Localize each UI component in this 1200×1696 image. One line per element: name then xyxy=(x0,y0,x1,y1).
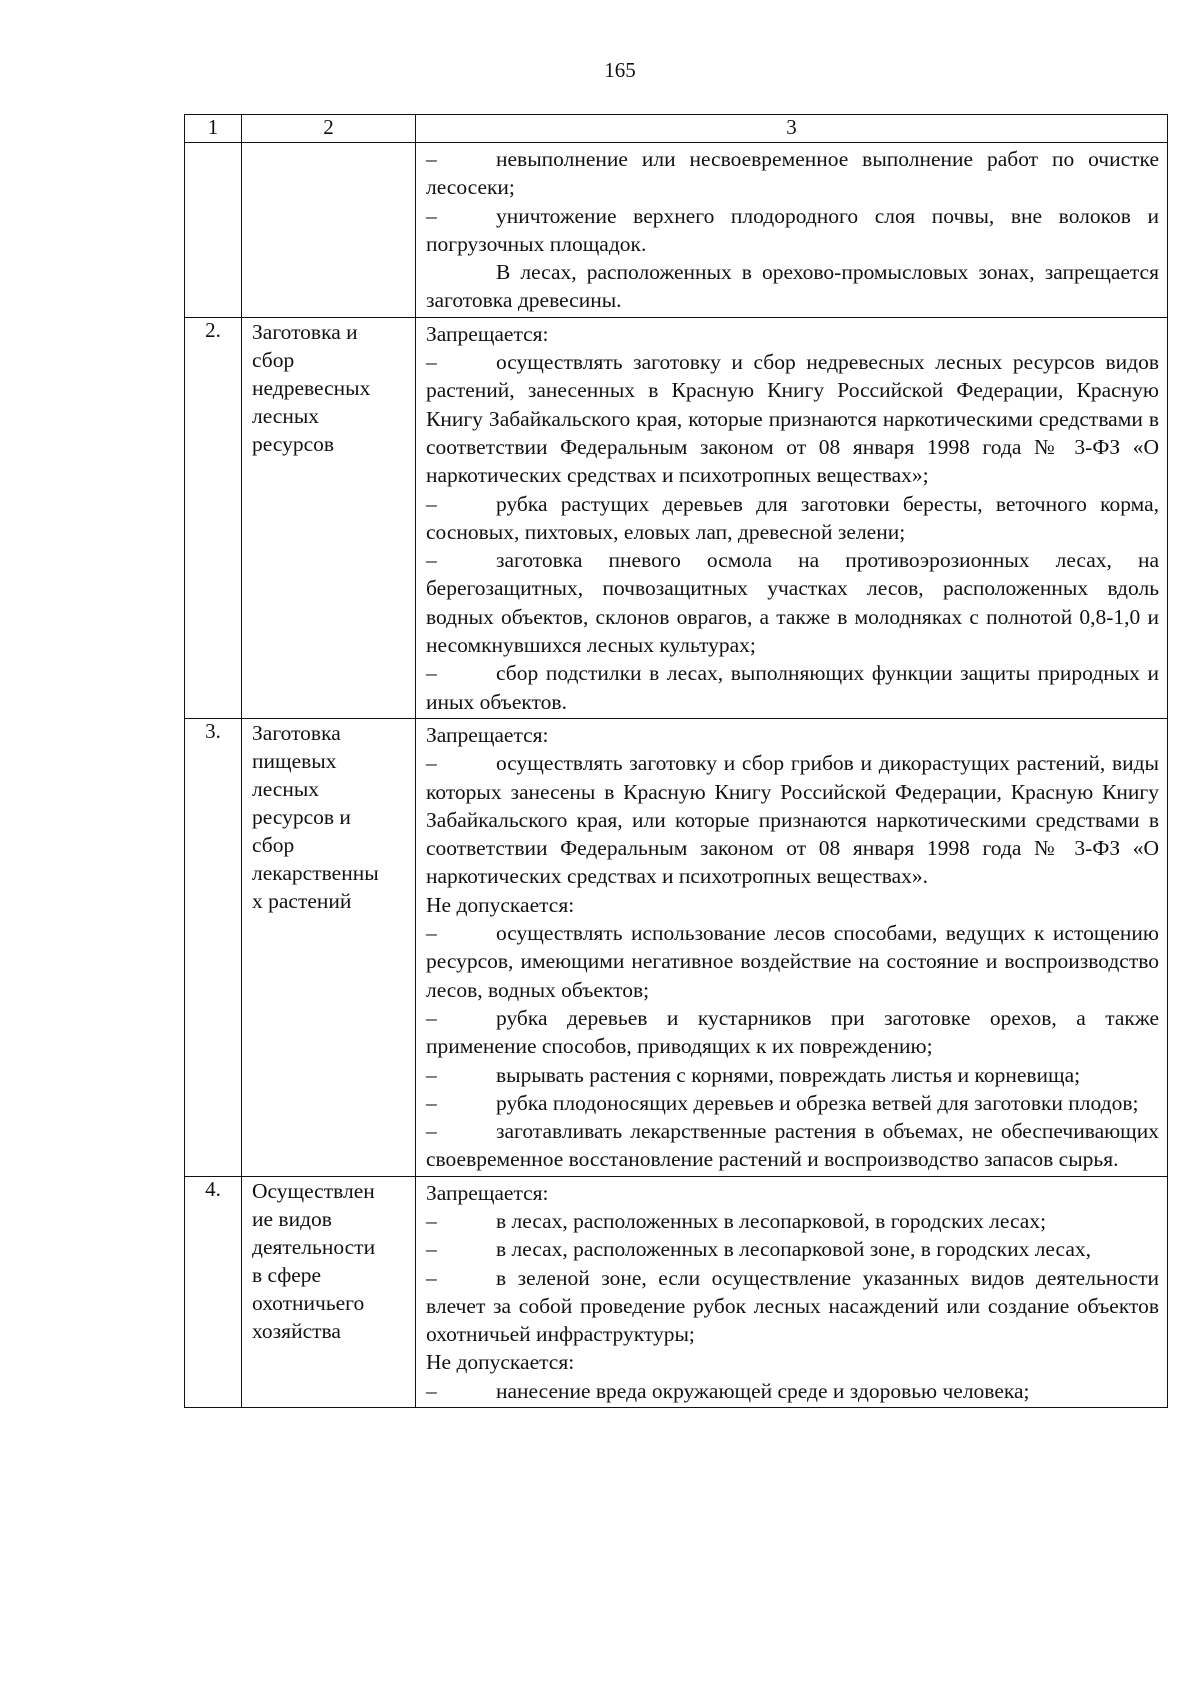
paragraph-text: сбор подстилки в лесах, выполняющих функции защиты природных и иных объектов. xyxy=(426,661,1159,714)
table-row xyxy=(185,143,1168,318)
column-header-1: 1 xyxy=(185,115,242,143)
page-number: 165 xyxy=(604,58,636,82)
activity-name-line: лекарственны xyxy=(252,860,379,885)
restriction-heading xyxy=(426,891,1159,919)
paragraph-text: осуществлять заготовку и сбор недревесных лесных ресурсов видов растений, занесенных в Красную Книгу Российской Федерации, Красную Книгу Забайкальского края, которые признаются наркотическими средствами в соответствии Федеральным законом от 08 января 1998 года № 3-ФЗ «О наркотических средствах и психотропных веществах»; xyxy=(426,350,1159,488)
activity-name-line: в сфере xyxy=(252,1262,322,1287)
paragraph-text: невыполнение или несвоевременное выполнение работ по очистке лесосеки; xyxy=(426,147,1159,200)
paragraph-text: Запрещается: xyxy=(426,1180,549,1205)
paragraph-text: рубка плодоносящих деревьев и обрезка ветвей для заготовки плодов; xyxy=(496,1090,1139,1115)
paragraph-text: вырывать растения с корнями, повреждать листья и корневища; xyxy=(496,1062,1081,1087)
paragraph-text: в зеленой зоне, если осуществление указанных видов деятельности влечет за собой проведение рубок лесных насаждений или создание объектов охотничьей инфраструктуры; xyxy=(426,1265,1159,1347)
paragraph-text: нанесение вреда окружающей среде и здоровью человека; xyxy=(496,1378,1030,1403)
activity-name-line: ие видов xyxy=(252,1206,332,1231)
restriction-item: – в зеленой зоне, если осуществление указанных видов деятельности влечет за собой проведение рубок лесных насаждений или создание объектов охотничьей инфраструктуры; xyxy=(426,1265,1159,1347)
row-number-cell xyxy=(185,143,242,318)
paragraph-text: в лесах, расположенных в лесопарковой, в городских лесах; xyxy=(496,1208,1047,1233)
activity-name-line: Заготовка и xyxy=(252,319,358,344)
activity-name-line: Осуществлен xyxy=(252,1178,375,1203)
paragraph-text: в лесах, расположенных в лесопарковой зоне, в городских лесах, xyxy=(496,1237,1091,1262)
activity-name-line: пищевых xyxy=(252,748,337,773)
restriction-item: – в лесах, расположенных в лесопарковой, в городских лесах; xyxy=(426,1208,1047,1233)
restriction-heading xyxy=(426,1179,1159,1207)
restriction-item: – вырывать растения с корнями, повреждать листья и корневища; xyxy=(426,1062,1081,1087)
restriction-note xyxy=(426,258,1159,315)
table-header-row xyxy=(185,115,1168,143)
table-row xyxy=(185,317,1168,718)
activity-name-cell xyxy=(242,317,416,718)
paragraph-text: осуществлять использование лесов способами, ведущих к истощению ресурсов, имеющими негативное воздействие на состояние и воспроизводство лесов, водных объектов; xyxy=(426,921,1159,1002)
activity-name-line: сбор xyxy=(252,347,295,372)
activity-name-line: деятельности xyxy=(252,1234,376,1259)
activity-name-line: лесных xyxy=(252,776,320,801)
activity-name-line: Заготовка xyxy=(252,720,341,745)
paragraph-text: В лесах, расположенных в орехово-промысловых зонах, запрещается заготовка древесины. xyxy=(426,260,1159,313)
table-row xyxy=(185,1176,1168,1407)
table-row xyxy=(185,718,1168,1176)
paragraph-text: Не допускается: xyxy=(426,892,575,917)
restrictions-cell xyxy=(416,317,1168,718)
paragraph-text: уничтожение верхнего плодородного слоя почвы, вне волоков и погрузочных площадок. xyxy=(426,203,1159,256)
activity-name-cell xyxy=(242,718,416,1176)
restrictions-cell xyxy=(416,1176,1168,1407)
paragraph-text: Запрещается: xyxy=(426,321,549,346)
restriction-heading xyxy=(426,320,1159,348)
row-number-cell: 2. xyxy=(185,317,242,718)
activity-name-line: охотничьего xyxy=(252,1290,365,1315)
paragraph-text: Не допускается: xyxy=(426,1350,575,1375)
paragraph-text: Запрещается: xyxy=(426,722,549,747)
activity-name-line: ресурсов xyxy=(252,431,335,456)
activity-name-line: недревесных xyxy=(252,375,371,400)
paragraph-text: заготавливать лекарственные растения в объемах, не обеспечивающих своевременное восстановление растений и воспроизводство запасов сырья. xyxy=(426,1119,1159,1172)
column-header-3: 3 xyxy=(416,115,1168,143)
restriction-item: – осуществлять заготовку и сбор недревесных лесных ресурсов видов растений, занесенных в Красную Книгу Российской Федерации, Красную Книгу Забайкальского края, которые признаются наркотическими средствами в соответствии Федеральным законом от 08 января 1998 года № 3-ФЗ «О наркотических средствах и психотропных веществах»; xyxy=(426,350,1159,488)
paragraph-text: осуществлять заготовку и сбор грибов и дикорастущих растений, виды которых занесены в Красную Книгу Российской Федерации, Красную Книгу Забайкальского края, или которые признаются наркотическими средствами в соответствии Федеральным законом от 08 января 1998 года № 3-ФЗ «О наркотических средствах и психотропных веществах». xyxy=(426,751,1159,889)
restriction-item: – невыполнение или несвоевременное выполнение работ по очистке лесосеки; xyxy=(426,147,1159,200)
paragraph-text: рубка деревьев и кустарников при заготовке орехов, а также применение способов, приводящих к их повреждению; xyxy=(426,1005,1159,1059)
restriction-item: – заготовка пневого осмола на противоэрозионных лесах, на берегозащитных, почвозащитных участках лесов, расположенных вдоль водных объектов, склонов оврагов, а также в молодняках с полнотой 0,8-1,0 и несомкнувшихся лесных культурах; xyxy=(426,548,1159,658)
table-body xyxy=(185,143,1168,1408)
activity-name-line: хозяйства xyxy=(252,1318,341,1343)
restriction-item: – нанесение вреда окружающей среде и здоровью человека; xyxy=(426,1378,1030,1403)
row-number-cell: 3. xyxy=(185,718,242,1176)
restriction-item: – уничтожение верхнего плодородного слоя почвы, вне волоков и погрузочных площадок. xyxy=(426,203,1159,256)
restriction-item: – рубка плодоносящих деревьев и обрезка ветвей для заготовки плодов; xyxy=(426,1090,1139,1115)
regulations-table xyxy=(184,114,1168,1408)
activity-name-line: лесных xyxy=(252,403,320,428)
restrictions-cell xyxy=(416,143,1168,318)
restriction-item: – в лесах, расположенных в лесопарковой зоне, в городских лесах, xyxy=(426,1237,1091,1262)
paragraph-text: заготовка пневого осмола на противоэрозионных лесах, на берегозащитных, почвозащитных участках лесов, расположенных вдоль водных объектов, склонов оврагов, а также в молодняках с полнотой 0,8-1,0 и несомкнувшихся лесных культурах; xyxy=(426,548,1159,658)
restrictions-cell xyxy=(416,718,1168,1176)
paragraph-text: рубка растущих деревьев для заготовки бересты, веточного корма, сосновых, пихтовых, еловых лап, древесной зелени; xyxy=(426,491,1159,544)
column-header-2: 2 xyxy=(242,115,416,143)
activity-name-line: х растений xyxy=(252,888,352,913)
activity-name-cell xyxy=(242,1176,416,1407)
restriction-item: – сбор подстилки в лесах, выполняющих функции защиты природных и иных объектов. xyxy=(426,661,1159,714)
activity-name-line: сбор xyxy=(252,832,295,857)
restriction-item: – осуществлять заготовку и сбор грибов и дикорастущих растений, виды которых занесены в Красную Книгу Российской Федерации, Красную Книгу Забайкальского края, или которые признаются наркотическими средствами в соответствии Федеральным законом от 08 января 1998 года № 3-ФЗ «О наркотических средствах и психотропных веществах». xyxy=(426,751,1159,889)
restriction-heading xyxy=(426,721,1159,749)
restriction-heading xyxy=(426,1348,1159,1376)
restriction-item: – рубка деревьев и кустарников при заготовке орехов, а также применение способов, приводящих к их повреждению; xyxy=(426,1005,1159,1059)
row-number-cell: 4. xyxy=(185,1176,242,1407)
restriction-item: – осуществлять использование лесов способами, ведущих к истощению ресурсов, имеющими негативное воздействие на состояние и воспроизводство лесов, водных объектов; xyxy=(426,921,1159,1002)
activity-name-line: ресурсов и xyxy=(252,804,351,829)
restriction-item: – заготавливать лекарственные растения в объемах, не обеспечивающих своевременное восстановление растений и воспроизводство запасов сырья. xyxy=(426,1119,1159,1172)
activity-name-cell xyxy=(242,143,416,318)
restriction-item: – рубка растущих деревьев для заготовки бересты, веточного корма, сосновых, пихтовых, еловых лап, древесной зелени; xyxy=(426,491,1159,544)
